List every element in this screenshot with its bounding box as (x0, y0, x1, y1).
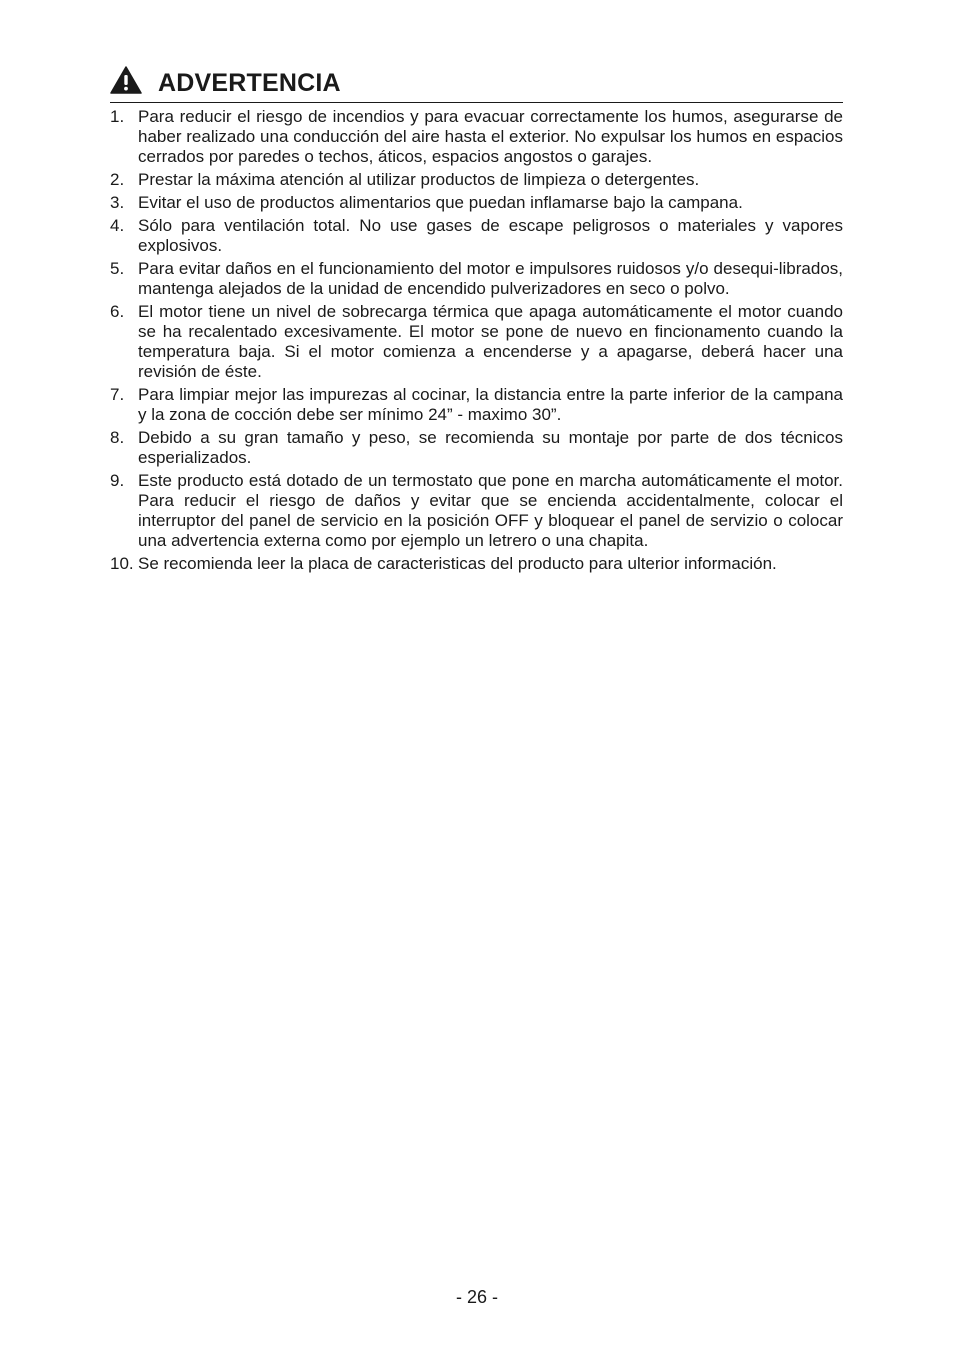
list-item-text: Para evitar daños en el funcionamiento del motor e impulsores ruidosos y/o desequi-librados, mantenga alejados de la unidad de encendido pulverizadores en seco o polvo. (138, 259, 843, 298)
list-item-text: Para limpiar mejor las impurezas al cocinar, la distancia entre la parte inferior de la campana y la zona de cocción debe ser mínimo 24” - maximo 30”. (138, 385, 843, 424)
list-item-number: 5. (110, 259, 125, 278)
list-item (110, 385, 843, 425)
list-item-text: Para reducir el riesgo de incendios y para evacuar correctamente los humos, asegurarse de haber realizado una conducción del aire hasta el exterior. No expulsar los humos en espacios cerrados por paredes o techos, áticos, espacios angostos o garajes. (138, 107, 843, 166)
list-item-text: Evitar el uso de productos alimentarios que puedan inflamarse bajo la campana. (138, 193, 743, 212)
list-item (110, 107, 843, 167)
list-item-number: 3. (110, 193, 125, 212)
list-item-text: Sólo para ventilación total. No use gases de escape peligrosos o materiales y vapores explosivos. (138, 216, 843, 255)
page-number: - 26 - (455, 1287, 498, 1307)
list-item-text: Debido a su gran tamaño y peso, se recomienda su montaje por parte de dos técnicos esperializados. (138, 428, 843, 467)
warning-triangle-icon (110, 66, 142, 94)
list-item (110, 193, 843, 213)
list-item (110, 428, 843, 468)
warning-list (110, 107, 843, 577)
list-item-number: 8. (110, 428, 125, 447)
list-item-number: 9. (110, 471, 125, 490)
list-item-number: 6. (110, 302, 125, 321)
list-item-text: Este producto está dotado de un termostato que pone en marcha automáticamente el motor. Para reducir el riesgo de daños y evitar que se encienda accidentalmente, colocar el interruptor del panel de servicio en la posición OFF y bloquear el panel de servizio o colocar una advertencia externa como por ejemplo un letrero o una chapita. (138, 471, 843, 550)
list-item-text: Se recomienda leer la placa de caracteristicas del producto para ulterior información. (138, 554, 777, 573)
list-item-text: Prestar la máxima atención al utilizar productos de limpieza o detergentes. (138, 170, 700, 189)
list-item-text: El motor tiene un nivel de sobrecarga térmica que apaga automáticamente el motor cuando se ha recalentado excesivamente. El motor se pone de nuevo en fincionamento cuando la temperatura baja. Si el motor comienza a encenderse y a apagarse, deberá hacer una revisión de éste. (138, 302, 843, 381)
list-item (110, 170, 843, 190)
list-item-number: 2. (110, 170, 125, 189)
list-item (110, 471, 843, 551)
list-item-number: 10. (110, 554, 134, 573)
list-item (110, 216, 843, 256)
warning-header (110, 62, 843, 103)
list-item (110, 259, 843, 299)
list-item (110, 302, 843, 382)
list-item-number: 7. (110, 385, 125, 404)
list-item-number: 4. (110, 216, 125, 235)
list-item (110, 554, 843, 574)
list-item-number: 1. (110, 107, 125, 126)
page-title: ADVERTENCIA (158, 69, 341, 97)
